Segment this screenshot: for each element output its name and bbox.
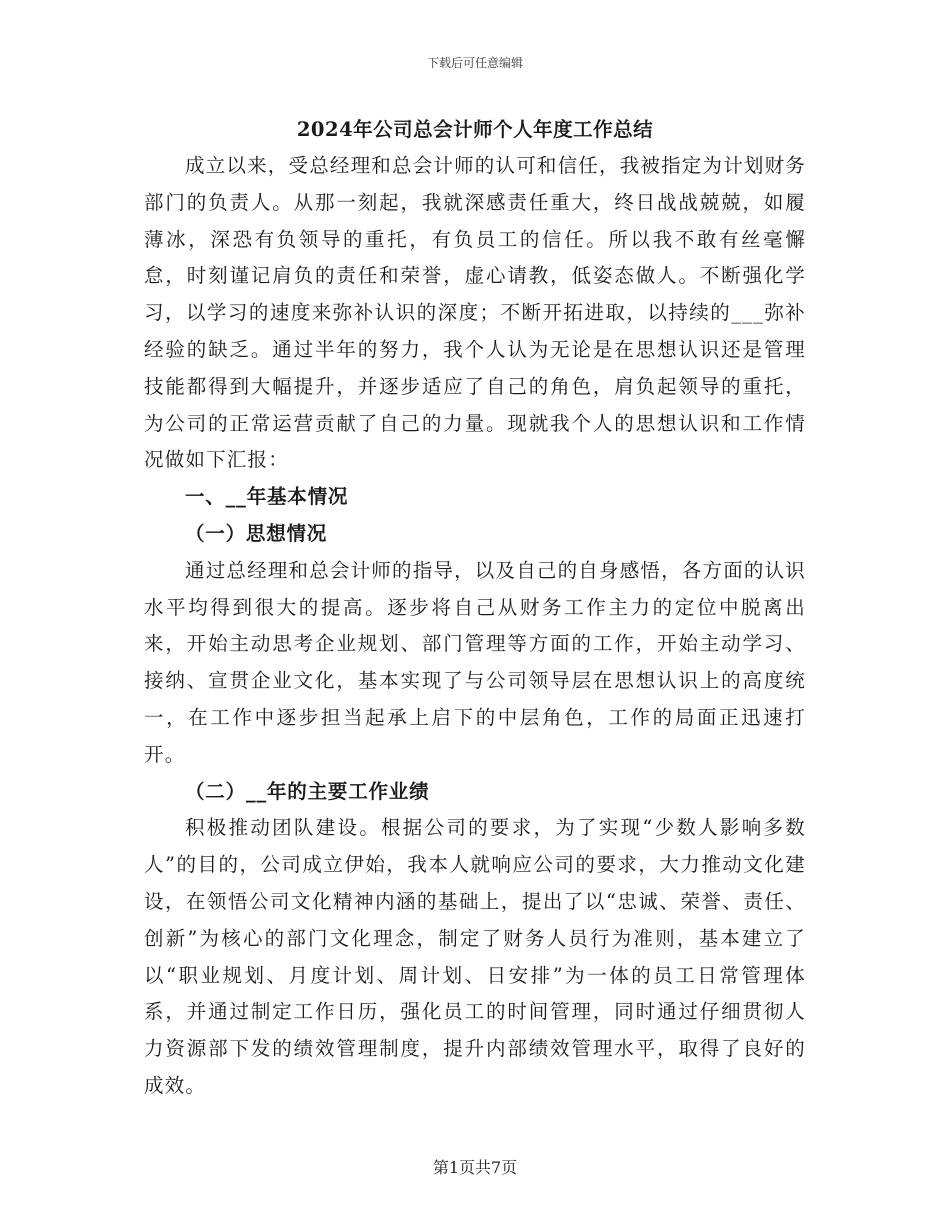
achievements-paragraph: 积极推动团队建设。根据公司的要求，为了实现“少数人影响多数人”的目的，公司成立伊始，我本人就响应公司的要求，大力推动文化建设，在领悟公司文化精神内涵的基础上，提出了以“忠诚、荣誉、责任、创新”为核心的部门文化理念，制定了财务人员行为准则，基本建立了以“职业规划、月度计划、周计划、日安排”为一体的员工日常管理体系，并通过制定工作日历，强化员工的时间管理，同时通过仔细贯彻人力资源部下发的绩效管理制度，提升内部绩效管理水平，取得了良好的成效。 (144, 816, 806, 1097)
document-body (144, 148, 806, 1105)
page-number-footer: 第1页共7页 (432, 1158, 518, 1177)
document-title: 2024年公司总会计师个人年度工作总结 (296, 118, 654, 141)
subsection-heading-thinking: （一）思想情况 (185, 521, 328, 545)
thinking-paragraph: 通过总经理和总会计师的指导，以及自己的自身感悟，各方面的认识水平均得到很大的提高。逐步将自己从财务工作主力的定位中脱离出来，开始主动思考企业规划、部门管理等方面的工作，开始主动学习、接纳、宣贯企业文化，基本实现了与公司领导层在思想认识上的高度统一，在工作中逐步担当起承上启下的中层角色，工作的局面正迅速打开。 (144, 558, 807, 766)
edit-note: 下载后可任意编辑 (426, 56, 523, 70)
section-heading-basic-situation: 一、__年基本情况 (185, 485, 349, 509)
intro-paragraph: 成立以来，受总经理和总会计师的认可和信任，我被指定为计划财务部门的负责人。从那一刻起，我就深感责任重大，终日战战兢兢，如履薄冰，深恐有负领导的重托，有负员工的信任。所以我不敢有丝毫懈怠，时刻谨记肩负的责任和荣誉，虚心请教，低姿态做人。不断强化学习，以学习的速度来弥补认识的深度；不断开拓进取，以持续的___弥补经验的缺乏。通过半年的努力，我个人认为无论是在思想认识还是管理技能都得到大幅提升，并逐步适应了自己的角色，肩负起领导的重托，为公司的正常运营贡献了自己的力量。现就我个人的思想认识和工作情况做如下汇报： (144, 154, 807, 472)
subsection-heading-achievements: （二）__年的主要工作业绩 (185, 779, 430, 803)
